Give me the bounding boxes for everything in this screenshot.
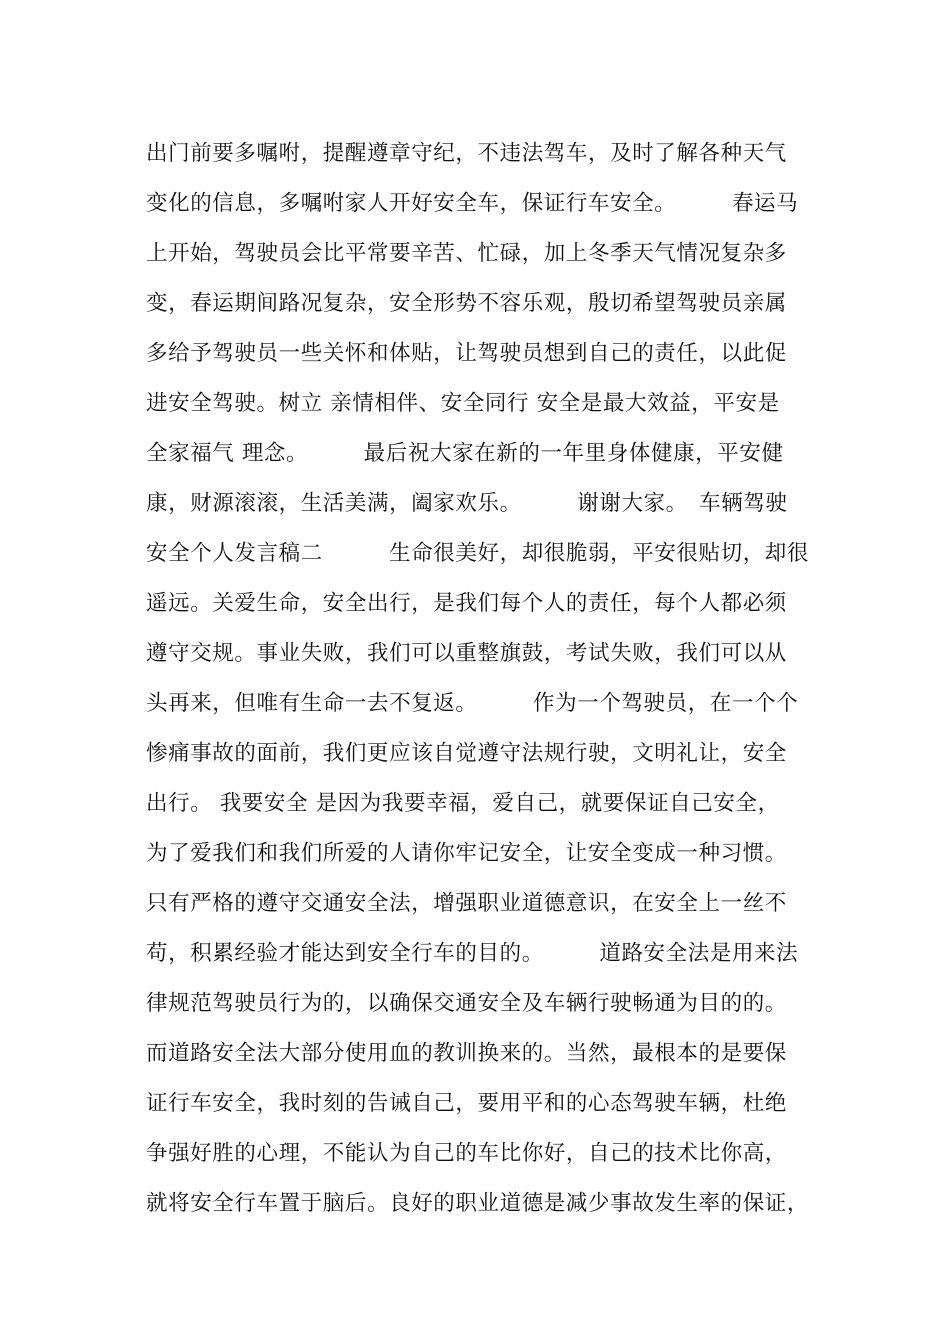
text-line: 进安全驾驶。树立 亲情相伴、安全同行 安全是最大效益，平安是 [146, 391, 780, 416]
text-line: 康，财源滚滚，生活美满，阖家欢乐。 谢谢大家。 车辆驾驶 [146, 491, 788, 516]
text-line: 争强好胜的心理，不能认为自己的车比你好，自己的技术比你高， [146, 1141, 787, 1166]
text-line: 惨痛事故的面前，我们更应该自觉遵守法规行驶，文明礼让，安全 [146, 741, 787, 766]
body-text [146, 129, 826, 1229]
text-line: 遵守交规。事业失败，我们可以重整旗鼓，考试失败，我们可以从 [146, 641, 787, 666]
text-line: 只有严格的遵守交通安全法，增强职业道德意识，在安全上一丝不 [146, 891, 787, 916]
text-line: 变化的信息，多嘱咐家人开好安全车，保证行车安全。 春运马 [146, 191, 799, 216]
text-line: 而道路安全法大部分使用血的教训换来的。当然，最根本的是要保 [146, 1041, 787, 1066]
text-line: 变，春运期间路况复杂，安全形势不容乐观，殷切希望驾驶员亲属 [146, 291, 787, 316]
text-line: 遥远。关爱生命，安全出行，是我们每个人的责任，每个人都必须 [146, 591, 787, 616]
text-line: 出行。 我要安全 是因为我要幸福，爱自己，就要保证自己安全， [146, 791, 780, 816]
text-line: 全家福气 理念。 最后祝大家在新的一年里身体健康，平安健 [146, 441, 784, 466]
text-line: 证行车安全，我时刻的告诫自己，要用平和的心态驾驶车辆，杜绝 [146, 1091, 787, 1116]
text-line: 苟，积累经验才能达到安全行车的目的。 道路安全法是用来法 [146, 941, 799, 966]
text-line: 律规范驾驶员行为的，以确保交通安全及车辆行驶畅通为目的的。 [146, 991, 787, 1016]
text-line: 出门前要多嘱咐，提醒遵章守纪，不违法驾车，及时了解各种天气 [146, 141, 787, 166]
text-line: 就将安全行车置于脑后。良好的职业道德是减少事故发生率的保证， [146, 1191, 810, 1216]
text-line: 为了爱我们和我们所爱的人请你牢记安全，让安全变成一种习惯。 [146, 841, 787, 866]
text-line: 头再来，但唯有生命一去不复返。 作为一个驾驶员，在一个个 [146, 691, 799, 716]
text-line: 安全个人发言稿二 生命很美好，却很脆弱，平安很贴切，却很 [146, 541, 810, 566]
text-line: 上开始，驾驶员会比平常要辛苦、忙碌，加上冬季天气情况复杂多 [146, 241, 787, 266]
text-line: 多给予驾驶员一些关怀和体贴，让驾驶员想到自己的责任，以此促 [146, 341, 787, 366]
